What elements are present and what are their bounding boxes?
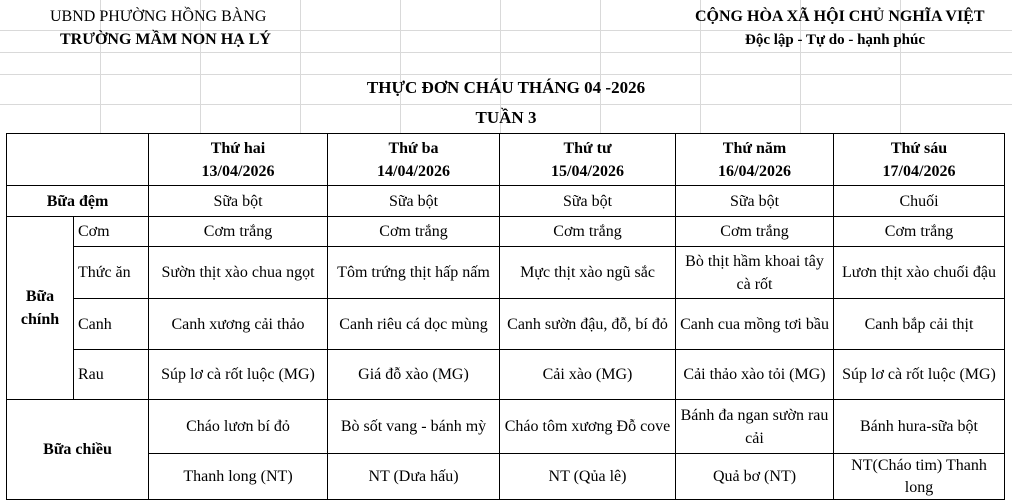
day-header [834, 134, 1005, 186]
menu-cell: Sữa bột [676, 186, 834, 217]
sub-label-com: Cơm [74, 217, 149, 247]
meal-label-bua-chinh-text: Bữa chính [20, 288, 60, 328]
menu-cell: Cơm trắng [500, 217, 676, 247]
menu-cell: Súp lơ cà rốt luộc (MG) [834, 350, 1005, 400]
menu-cell: Thanh long (NT) [149, 454, 328, 500]
menu-cell: Sữa bột [328, 186, 500, 217]
meal-label-bua-dem: Bữa đệm [7, 186, 149, 217]
menu-title: THỰC ĐƠN CHÁU THÁNG 04 -2026 [366, 78, 646, 97]
bua-dem-row [7, 186, 1005, 217]
day-date: 17/04/2026 [882, 162, 956, 180]
menu-cell: Cháo lươn bí đỏ [149, 400, 328, 454]
menu-cell: Cải xào (MG) [500, 350, 676, 400]
menu-cell: Cơm trắng [328, 217, 500, 247]
menu-cell: Cải thảo xào tỏi (MG) [676, 350, 834, 400]
menu-cell: Canh cua mồng tơi bầu [676, 299, 834, 350]
day-date: 15/04/2026 [551, 162, 624, 180]
day-date: 16/04/2026 [718, 162, 791, 180]
national-title: CỘNG HÒA XÃ HỘI CHỦ NGHĨA VIỆT [695, 8, 985, 25]
com-row [7, 217, 1005, 247]
menu-cell: Chuối [834, 186, 1005, 217]
menu-cell: NT (Qủa lê) [500, 454, 676, 500]
day-date: 13/04/2026 [201, 162, 275, 180]
corner-cell [7, 134, 149, 186]
day-name: Thứ ba [388, 139, 439, 157]
menu-cell: Cơm trắng [834, 217, 1005, 247]
menu-cell: Mực thịt xào ngũ sắc [500, 247, 676, 299]
menu-cell: Bò sốt vang - bánh mỳ [328, 400, 500, 454]
meal-label-bua-chieu: Bữa chiều [7, 400, 149, 500]
bua-chieu-row-1 [7, 400, 1005, 454]
day-name: Thứ hai [210, 139, 266, 157]
day-header [500, 134, 676, 186]
menu-cell: Canh xương cải thảo [149, 299, 328, 350]
menu-cell: Sườn thịt xào chua ngọt [149, 247, 328, 299]
menu-cell: NT (Dưa hấu) [328, 454, 500, 500]
menu-cell: Bò thịt hầm khoai tây cà rốt [676, 247, 834, 299]
menu-cell: Cháo tôm xương Đỗ cove [500, 400, 676, 454]
menu-table [6, 133, 1005, 500]
menu-cell: Cơm trắng [676, 217, 834, 247]
menu-cell: Canh sườn đậu, đỗ, bí đỏ [500, 299, 676, 350]
menu-cell: NT(Cháo tim) Thanh long [834, 454, 1005, 500]
day-name: Thứ sáu [890, 139, 948, 157]
national-motto: Độc lập - Tự do - hạnh phúc [745, 32, 926, 48]
menu-cell: Lươn thịt xào chuối đậu [834, 247, 1005, 299]
canh-row [7, 299, 1005, 350]
bua-chieu-row-2 [7, 454, 1005, 500]
sub-label-thuc-an: Thức ăn [74, 247, 149, 299]
menu-cell: Canh riêu cá dọc mùng [328, 299, 500, 350]
day-header-row [7, 134, 1005, 186]
thuc-an-row [7, 247, 1005, 299]
sub-label-rau: Rau [74, 350, 149, 400]
menu-cell: Giá đỗ xào (MG) [328, 350, 500, 400]
sub-label-canh: Canh [74, 299, 149, 350]
meal-label-bua-chinh [7, 217, 74, 400]
day-header [676, 134, 834, 186]
menu-cell: Bánh hura-sữa bột [834, 400, 1005, 454]
day-header [149, 134, 328, 186]
menu-cell: Canh bắp cải thịt [834, 299, 1005, 350]
day-header [328, 134, 500, 186]
rau-row [7, 350, 1005, 400]
menu-cell: Quả bơ (NT) [676, 454, 834, 500]
menu-cell: Sữa bột [500, 186, 676, 217]
menu-cell: Cơm trắng [149, 217, 328, 247]
authority-name: UBND PHƯỜNG HỒNG BÀNG [50, 8, 267, 25]
day-name: Thứ năm [722, 139, 787, 157]
day-name: Thứ tư [563, 139, 612, 157]
day-date: 14/04/2026 [377, 162, 450, 180]
menu-cell: Tôm trứng thịt hấp nấm [328, 247, 500, 299]
menu-cell: Súp lơ cà rốt luộc (MG) [149, 350, 328, 400]
menu-cell: Bánh đa ngan sườn rau cải [676, 400, 834, 454]
menu-cell: Sữa bột [149, 186, 328, 217]
week-label: TUẦN 3 [475, 108, 537, 127]
school-name: TRƯỜNG MẦM NON HẠ LÝ [60, 31, 271, 48]
